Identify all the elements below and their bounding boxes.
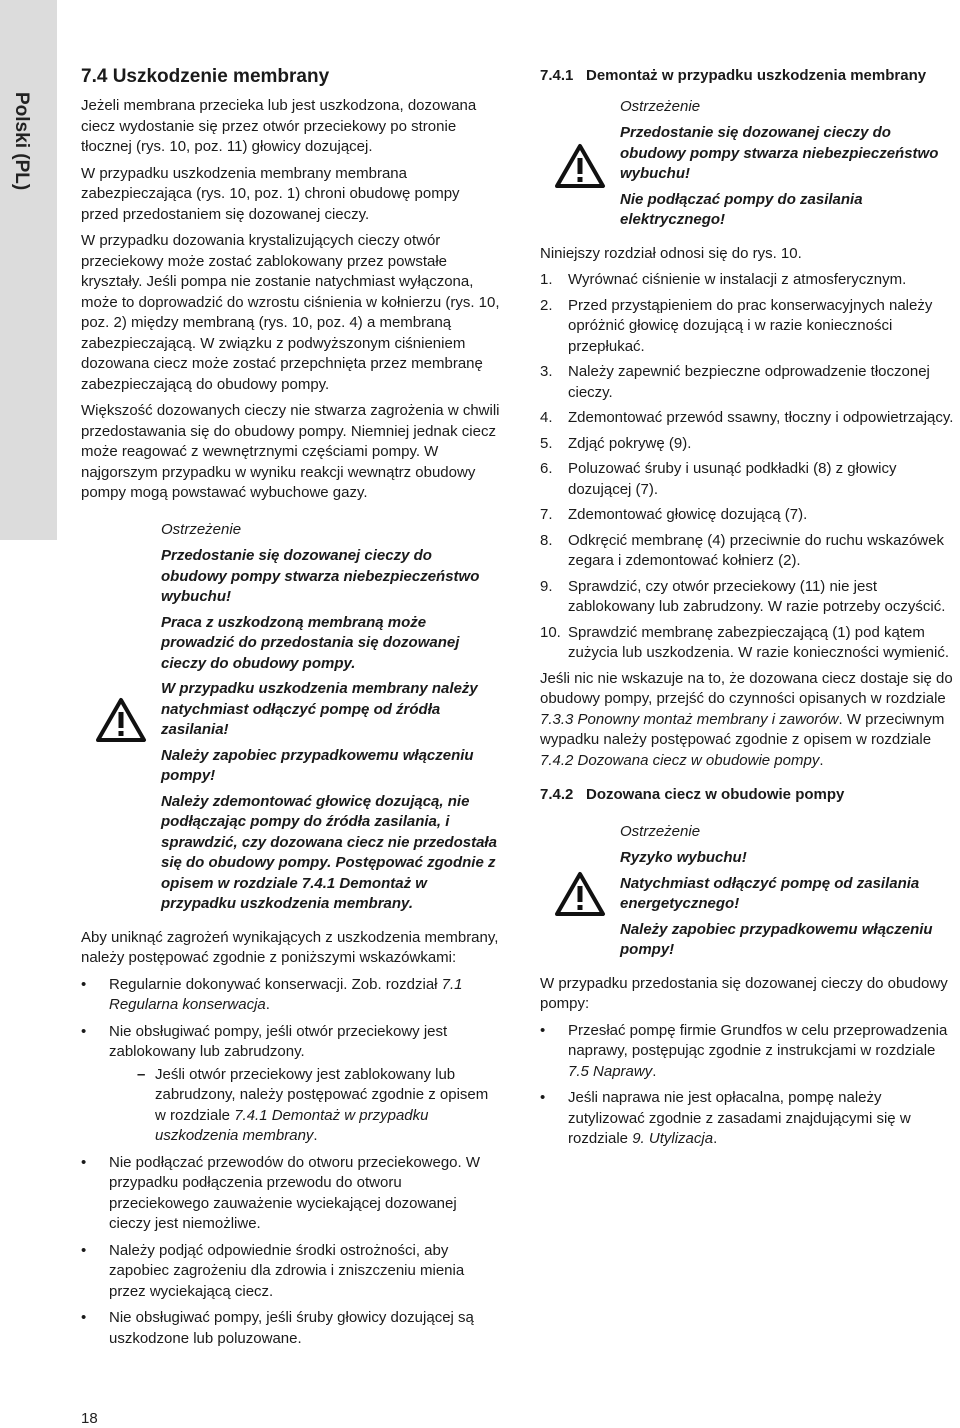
section-heading-7-4-1: 7.4.1 Demontaż w przypadku uszkodzenia membrany: [540, 67, 927, 84]
list-item: • Jeśli naprawa nie jest opłacalna, pompę należy zutylizować zgodnie z zasadami znajdującymi się w rozdziale 9. Utylizacja.: [540, 1088, 960, 1150]
warning-line: Należy zapobiec przypadkowemu włączeniu pompy!: [161, 746, 474, 784]
warning-line: Natychmiast odłączyć pompę od zasilania energetycznego!: [620, 874, 920, 912]
right-column: [540, 66, 960, 1156]
warning-box: [81, 520, 501, 920]
list-item: • Należy podjąć odpowiednie środki ostrożności, aby zapobiec zagrożeniu dla zdrowia i zniszczeniu mienia przez wyciekającą ciecz.: [81, 1241, 501, 1303]
list-item: 3. Należy zapewnić bezpieczne odprowadzenie tłoczonej cieczy.: [540, 363, 930, 401]
warning-triangle-icon: [95, 697, 147, 743]
language-tab: [0, 0, 57, 540]
paragraph: Aby uniknąć zagrożeń wynikających z uszkodzenia membrany, należy postępować zgodnie z poniższymi wskazówkami:: [81, 928, 499, 966]
warning-box: [540, 822, 960, 966]
warning-line: Nie podłączać pompy do zasilania elektrycznego!: [620, 190, 863, 228]
paragraph: W przypadku uszkodzenia membrany membrana zabezpieczająca (rys. 10, poz. 1) chroni obudowę pompy przed przedostaniem się dozowanej cieczy.: [81, 164, 460, 223]
warning-line: Praca z uszkodzoną membraną może prowadzić do przedostania się dozowanej cieczy do obudowy pompy.: [161, 613, 460, 672]
list-item: 5. Zdjąć pokrywę (9).: [540, 434, 692, 452]
warning-title: Ostrzeżenie: [620, 822, 701, 840]
warning-line: Należy zdemontować głowicę dozującą, nie podłączając pompy do źródła zasilania, i sprawdzić, czy dozowana ciecz nie przedostała się do obudowy pompy. Postępować zgodnie z opisem w rozdziale 7.4.1 Demontaż w przypadku uszkodzenia membrany.: [161, 792, 497, 912]
section-heading-7-4: 7.4 Uszkodzenie membrany: [81, 66, 330, 87]
list-item: • Nie obsługiwać pompy, jeśli śruby głowicy dozującej są uszkodzone lub poluzowane.: [81, 1308, 501, 1349]
list-item: 2. Przed przystąpieniem do prac konserwacyjnych należy opróżnić głowicę dozującą i w razie konieczności przepłukać.: [540, 296, 933, 355]
list-item: 6. Poluzować śruby i usunąć podkładki (8) z głowicy dozującej (7).: [540, 460, 897, 498]
list-item: 1. Wyrównać ciśnienie w instalacji z atmosferycznym.: [540, 271, 907, 288]
warning-line: Przedostanie się dozowanej cieczy do obudowy pompy stwarza niebezpieczeństwo wybuchu!: [620, 124, 939, 182]
sub-list-item: – Jeśli otwór przeciekowy jest zablokowany lub zabrudzony, należy postępować zgodnie z opisem w rozdziale 7.4.1 Demontaż w przypadku uszkodzenia membrany.: [109, 1065, 501, 1147]
warning-line: Przedostanie się dozowanej cieczy do obudowy pompy stwarza niebezpieczeństwo wybuchu!: [161, 547, 480, 605]
warning-triangle-icon: [554, 143, 606, 189]
language-tab-label: Polski (PL): [11, 92, 32, 191]
paragraph: W przypadku przedostania się dozowanej cieczy do obudowy pompy:: [540, 974, 948, 1012]
paragraph: Niniejszy rozdział odnosi się do rys. 10.: [540, 244, 802, 262]
list-item: • Nie obsługiwać pompy, jeśli otwór przeciekowy jest zablokowany lub zabrudzony. – Jeśli otwór przeciekowy jest zablokowany lub zabrudzony, należy postępować zgodnie z opisem w rozdziale 7.4.1 Demontaż w przypadku uszkodzenia membrany.: [81, 1022, 501, 1147]
warning-triangle-icon: [554, 871, 606, 917]
list-item: • Nie podłączać przewodów do otworu przeciekowego. W przypadku podłączenia przewodu do otworu przeciekowego zauważenie wyciekającej dozowanej cieczy jest niemożliwe.: [81, 1153, 501, 1235]
bullet-list: [81, 975, 501, 1350]
list-item: • Regularnie dokonywać konserwacji. Zob. rozdział 7.1 Regularna konserwacja.: [81, 975, 501, 1016]
list-item: 4. Zdemontować przewód ssawny, tłoczny i odpowietrzający.: [540, 409, 954, 426]
paragraph: Większość dozowanych cieczy nie stwarza zagrożenia w chwili przedostawania się do obudowy pompy. Niemniej jednak ciecz może reagować z wewnętrznymi częściami pompy. W najgorszym przypadku w wyniku reakcji wewnątrz obudowy pompy mogą powstawać wybuchowe gazy.: [81, 402, 500, 501]
warning-title: Ostrzeżenie: [620, 97, 701, 115]
bullet-list: [540, 1021, 960, 1150]
warning-line: Ryzyko wybuchu!: [620, 849, 747, 866]
list-item: • Przesłać pompę firmie Grundfos w celu przeprowadzenia naprawy, postępując zgodnie z instrukcjami w rozdziale 7.5 Naprawy.: [540, 1021, 960, 1083]
left-column: [81, 66, 501, 1355]
list-item: 10. Sprawdzić membranę zabezpieczającą (1) pod kątem zużycia lub uszkodzenia. W razie konieczności wymienić.: [540, 623, 949, 661]
warning-title: Ostrzeżenie: [161, 520, 242, 538]
warning-line: Należy zapobiec przypadkowemu włączeniu pompy!: [620, 920, 933, 958]
numbered-list: [540, 270, 960, 664]
warning-box: [540, 97, 960, 236]
paragraph: Jeżeli membrana przecieka lub jest uszkodzona, dozowana ciecz wydostanie się przez otwór przeciekowy po stronie tłocznej (rys. 10, poz. 11) głowicy dozującej.: [81, 97, 477, 155]
paragraph: W przypadku dozowania krystalizujących cieczy otwór przeciekowy może zostać zablokowany przez powstałe kryształy. Jeśli pompa nie zostanie natychmiast wyłączona, może to doprowadzić do wzrostu ciśnienia w kołnierzu (rys. 10, poz. 2) między membraną (rys. 10, poz. 4) a membraną zabezpieczającą. W związku z podwyższonym ciśnieniem dozowana ciecz może zostać przepchnięta przez membranę zabezpieczającą do obudowy pompy.: [81, 232, 500, 393]
paragraph: Jeśli nic nie wskazuje na to, że dozowana ciecz dostaje się do obudowy pompy, przejść do czynności opisanych w rozdziale 7.3.3 Ponowny montaż membrany i zaworów. W przeciwnym wypadku należy postępować zgodnie z opisem w rozdziale 7.4.2 Dozowana ciecz w obudowie pompy.: [540, 669, 953, 769]
list-item: 7. Zdemontować głowicę dozującą (7).: [540, 506, 808, 523]
warning-line: W przypadku uszkodzenia membrany należy natychmiast odłączyć pompę od źródła zasilania!: [161, 680, 478, 738]
section-heading-7-4-2: 7.4.2 Dozowana ciecz w obudowie pompy: [540, 786, 845, 803]
list-item: 9. Sprawdzić, czy otwór przeciekowy (11) nie jest zablokowany lub zabrudzony. W razie potrzeby oczyścić.: [540, 577, 946, 615]
list-item: 8. Odkręcić membranę (4) przeciwnie do ruchu wskazówek zegara i zdemontować kołnierz (2).: [540, 531, 944, 569]
page-number: 18: [81, 1410, 98, 1427]
